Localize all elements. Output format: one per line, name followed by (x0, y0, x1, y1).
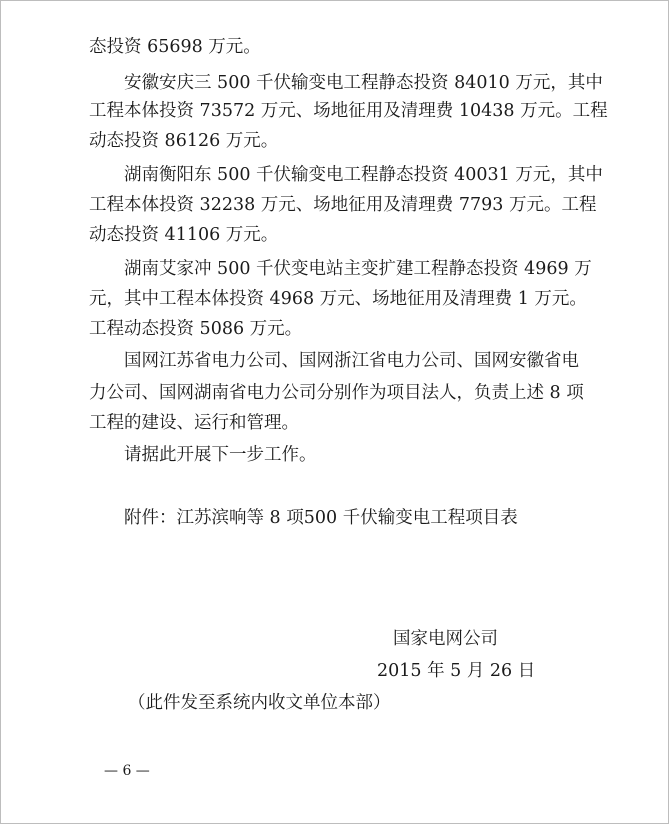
page-number: — 6 — (104, 763, 150, 779)
paragraph-line: 元，其中工程本体投资 4968 万元、场地征用及清理费 1 万元。 (89, 289, 587, 309)
paragraph-line: 湖南衡阳东 500 千伏输变电工程静态投资 40031 万元，其中 (124, 165, 603, 185)
distribution-note: （此件发至系统内收文单位本部） (128, 693, 391, 713)
paragraph-line: 态投资 65698 万元。 (89, 37, 261, 57)
paragraph-line: 工程动态投资 5086 万元。 (89, 319, 303, 339)
paragraph-line: 动态投资 86126 万元。 (89, 131, 279, 151)
paragraph-line: 动态投资 41106 万元。 (89, 225, 279, 245)
paragraph-line: 湖南艾家冲 500 千伏变电站主变扩建工程静态投资 4969 万 (124, 259, 592, 279)
paragraph-line: 安徽安庆三 500 千伏输变电工程静态投资 84010 万元，其中 (124, 73, 603, 93)
paragraph-line: 力公司、国网湖南省电力公司分别作为项目法人，负责上述 8 项 (89, 383, 584, 403)
attachment-line: 附件：江苏滨响等 8 项500 千伏输变电工程项目表 (124, 508, 518, 528)
signature-organization: 国家电网公司 (393, 629, 498, 649)
paragraph-line: 请据此开展下一步工作。 (124, 445, 317, 465)
signature-date: 2015 年 5 月 26 日 (377, 661, 536, 681)
paragraph-line: 工程的建设、运行和管理。 (89, 413, 299, 433)
paragraph-line: 工程本体投资 32238 万元、场地征用及清理费 7793 万元。工程 (89, 195, 597, 215)
paragraph-line: 工程本体投资 73572 万元、场地征用及清理费 10438 万元。工程 (89, 101, 608, 121)
paragraph-line: 国网江苏省电力公司、国网浙江省电力公司、国网安徽省电 (124, 351, 579, 371)
